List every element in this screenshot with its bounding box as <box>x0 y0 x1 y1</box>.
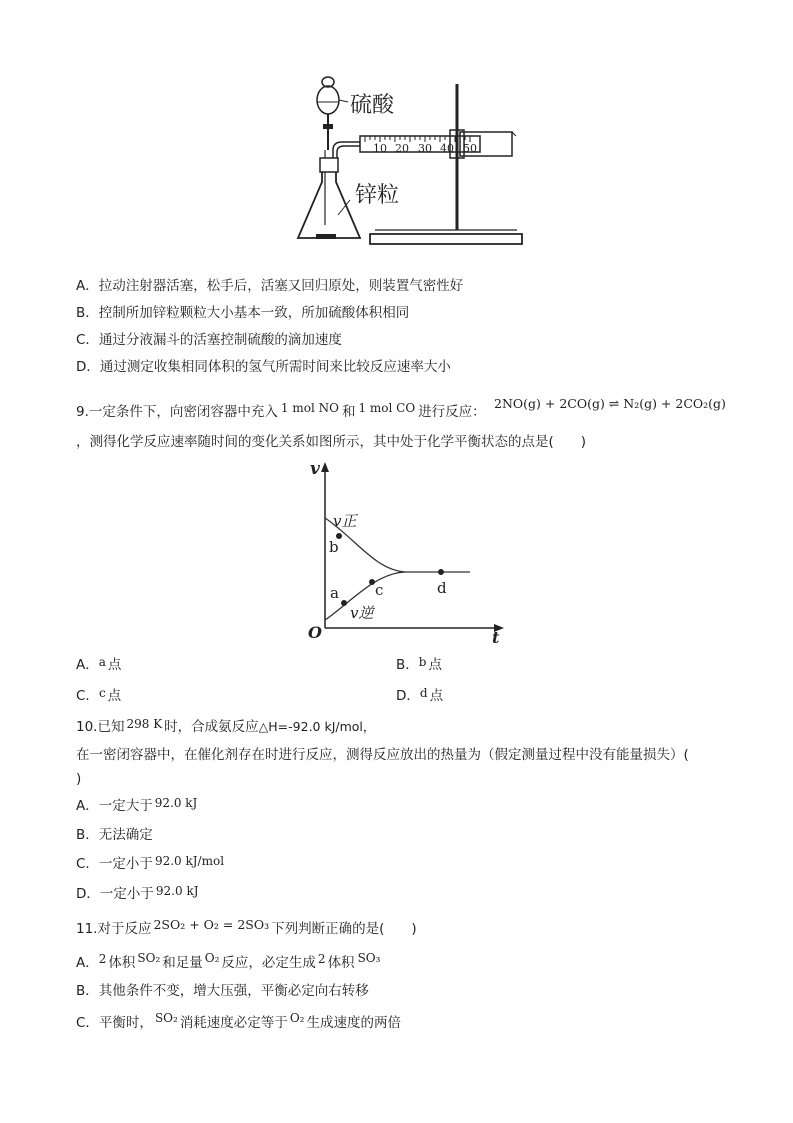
q10-stem-line1: 10.已知 298 K 时，合成氨反应△H=-92.0 kJ/mol， <box>76 717 376 735</box>
q9-option-a: A．a 点 <box>76 655 122 673</box>
q9-equation: 2NO(g) + 2CO(g) ⇌ N₂(g) + 2CO₂(g) <box>494 396 726 411</box>
label-c: c <box>375 581 384 599</box>
q11-option-a: A．2 体积 SO₂ 和足量 O₂ 反应，必定生成 2 体积 SO₃ <box>76 951 381 971</box>
q9-stem-line1: 9.一定条件下，向密闭容器中充入 1 mol NO 和 1 mol CO 进行反应： <box>76 401 486 420</box>
point-d <box>438 569 444 575</box>
label-d: d <box>437 579 447 597</box>
q10-option-c: C．一定小于 92.0 kJ/mol <box>76 854 225 872</box>
q8-option-c: C．通过分液漏斗的活塞控制硫酸的滴加速度 <box>76 332 342 348</box>
q9-stem-line2: ，测得化学反应速率随时间的变化关系如图所示，其中处于化学平衡状态的点是( ) <box>76 434 587 450</box>
q11-option-c: C．平衡时， SO₂ 消耗速度必定等于 O₂ 生成速度的两倍 <box>76 1011 401 1031</box>
q10-stem-line3: ) <box>76 771 82 787</box>
tick-40: 40 <box>440 142 454 155</box>
tick-20: 20 <box>395 142 409 155</box>
x-axis-label: t <box>492 628 500 643</box>
tick-30: 30 <box>418 142 432 155</box>
label-zinc: 锌粒 <box>355 183 400 208</box>
q10-stem-line2: 在一密闭容器中，在催化剂存在时进行反应，测得反应放出的热量为（假定测量过程中没有能量损失）( <box>76 747 689 763</box>
reverse-rate-label: v逆 <box>350 604 374 622</box>
tick-10: 10 <box>373 142 387 155</box>
label-b: b <box>329 538 339 556</box>
q11-option-b: B．其他条件不变，增大压强，平衡必定向右转移 <box>76 983 369 999</box>
point-a <box>341 600 347 606</box>
q8-option-a: A．拉动注射器活塞，松手后，活塞又回归原处，则装置气密性好 <box>76 278 464 294</box>
label-a: a <box>330 584 339 602</box>
tick-50: 50 <box>463 142 477 155</box>
q11-stem: 11.对于反应 2SO₂ + O₂ = 2SO₃ 下列判断正确的是( ) <box>76 917 417 937</box>
q10-option-b: B．无法确定 <box>76 827 153 843</box>
q9-option-b: B．b 点 <box>396 655 442 673</box>
q8-option-d: D．通过测定收集相同体积的氢气所需时间来比较反应速率大小 <box>76 359 451 375</box>
origin-label: O <box>308 623 322 642</box>
y-axis-label: v <box>310 459 320 479</box>
label-acid: 硫酸 <box>350 93 395 118</box>
q8-option-b: B．控制所加锌粒颗粒大小基本一致，所加硫酸体积相同 <box>76 305 410 321</box>
q9-option-c: C．c 点 <box>76 686 122 704</box>
q9-option-d: D．d 点 <box>396 686 444 704</box>
q10-option-d: D．一定小于 92.0 kJ <box>76 884 199 902</box>
forward-rate-label: v正 <box>333 512 357 530</box>
apparatus-figure <box>290 70 530 250</box>
q10-option-a: A．一定大于 92.0 kJ <box>76 796 198 814</box>
rate-time-graph <box>300 458 510 643</box>
